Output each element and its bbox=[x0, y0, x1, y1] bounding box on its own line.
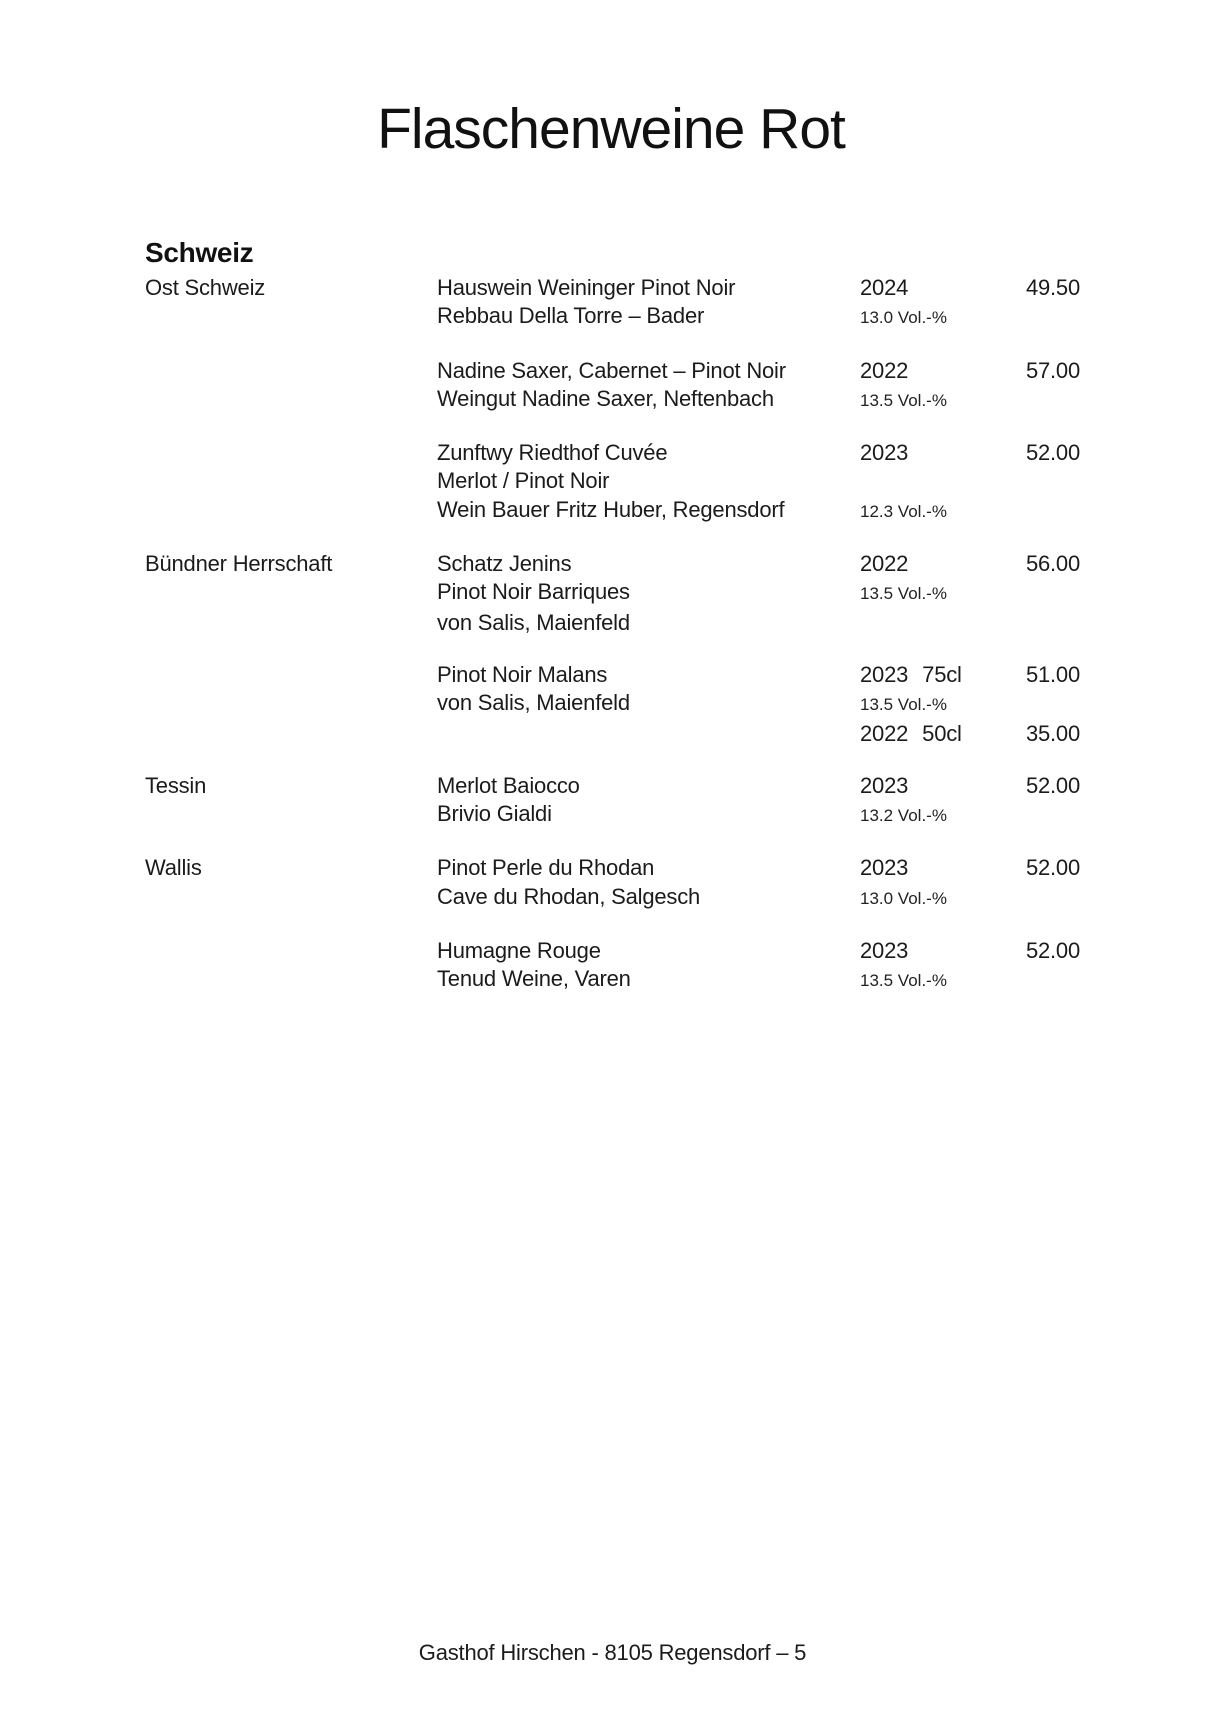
wine-vintage-cell bbox=[860, 937, 1000, 965]
wine-name: Hauswein Weininger Pinot Noir bbox=[437, 275, 736, 300]
wine-row bbox=[145, 415, 1080, 439]
wine-vintage-cell bbox=[860, 689, 1000, 719]
wine-name: Brivio Gialdi bbox=[437, 801, 552, 827]
region-label bbox=[145, 357, 437, 385]
wine-row bbox=[145, 333, 1080, 357]
wine-row bbox=[145, 772, 1080, 800]
wine-name: Zunftwy Riedthof Cuvée bbox=[437, 440, 668, 466]
wine-vintage-cell bbox=[860, 661, 1000, 689]
wine-name: Merlot / Pinot Noir bbox=[437, 468, 610, 494]
wine-row bbox=[145, 526, 1080, 550]
wine-row bbox=[145, 883, 1080, 913]
region-label bbox=[145, 439, 437, 467]
wine-vintage-cell bbox=[860, 883, 1000, 913]
wine-name: Humagne Rouge bbox=[437, 938, 601, 964]
wine-price: 56.00 bbox=[1025, 551, 1080, 577]
wine-name: von Salis, Maienfeld bbox=[437, 690, 630, 716]
wine-name: von Salis, Maienfeld bbox=[437, 609, 630, 635]
wine-vintage-cell bbox=[860, 854, 1000, 882]
wine-vintage-cell bbox=[860, 720, 1000, 748]
wine-name: Rebbau Della Torre – Bader bbox=[437, 303, 705, 329]
wine-row bbox=[145, 661, 1080, 689]
region-label bbox=[145, 965, 437, 995]
wine-price bbox=[1000, 883, 1080, 913]
wine-name: Nadine Saxer, Cabernet – Pinot Noir bbox=[437, 357, 786, 383]
region-label bbox=[145, 609, 437, 637]
wine-name: Pinot Noir Malans bbox=[437, 661, 608, 687]
wine-vintage-cell bbox=[860, 467, 1000, 495]
wine-price: 57.00 bbox=[1025, 357, 1080, 383]
wine-row bbox=[145, 274, 1080, 302]
region-label: Tessin bbox=[145, 772, 207, 798]
wine-vintage-cell bbox=[860, 302, 1000, 332]
alcohol-volume: 13.5 Vol.-% bbox=[860, 390, 947, 410]
page-footer: Gasthof Hirschen - 8105 Regensdorf – 5 bbox=[418, 1640, 807, 1665]
wine-row bbox=[145, 385, 1080, 415]
wine-vintage-cell bbox=[860, 385, 1000, 415]
bottle-size: 50cl bbox=[922, 720, 962, 746]
wine-price: 52.00 bbox=[1025, 440, 1080, 466]
wine-vintage-cell bbox=[860, 578, 1000, 608]
vintage-year: 2022 bbox=[860, 720, 909, 746]
region-label bbox=[145, 937, 437, 965]
wine-vintage-cell bbox=[860, 357, 1000, 385]
region-label bbox=[145, 689, 437, 719]
vintage-year: 2023 bbox=[860, 938, 909, 964]
page-title: Flaschenweine Rot bbox=[377, 97, 845, 161]
section-heading-schweiz: Schweiz bbox=[145, 237, 254, 268]
wine-row bbox=[145, 937, 1080, 965]
alcohol-volume: 13.5 Vol.-% bbox=[860, 584, 947, 604]
vintage-year: 2022 bbox=[860, 357, 909, 383]
wine-row bbox=[145, 637, 1080, 661]
wine-row bbox=[145, 854, 1080, 882]
wine-price: 52.00 bbox=[1025, 855, 1080, 881]
wine-row bbox=[145, 965, 1080, 995]
wine-row bbox=[145, 800, 1080, 830]
wine-row bbox=[145, 467, 1080, 495]
wine-list bbox=[145, 274, 1080, 996]
wine-row bbox=[145, 720, 1080, 748]
wine-name bbox=[437, 720, 860, 748]
region-label bbox=[145, 302, 437, 332]
wine-row bbox=[145, 357, 1080, 385]
wine-row bbox=[145, 748, 1080, 772]
wine-price bbox=[1000, 689, 1080, 719]
alcohol-volume: 13.5 Vol.-% bbox=[860, 971, 947, 991]
wine-name: Wein Bauer Fritz Huber, Regensdorf bbox=[437, 496, 785, 522]
wine-vintage-cell bbox=[860, 496, 1000, 526]
vintage-year: 2023 bbox=[860, 661, 909, 687]
wine-name: Pinot Perle du Rhodan bbox=[437, 855, 655, 881]
wine-price: 49.50 bbox=[1025, 275, 1080, 300]
wine-vintage-cell bbox=[860, 772, 1000, 800]
wine-row bbox=[145, 578, 1080, 608]
region-label bbox=[145, 883, 437, 913]
wine-price bbox=[1000, 800, 1080, 830]
region-label: Bündner Herrschaft bbox=[145, 551, 333, 577]
wine-vintage-cell bbox=[860, 800, 1000, 830]
wine-row bbox=[145, 550, 1080, 578]
wine-name: Schatz Jenins bbox=[437, 551, 572, 577]
wine-row bbox=[145, 609, 1080, 637]
wine-price bbox=[1000, 302, 1080, 332]
wine-price bbox=[1000, 385, 1080, 415]
vintage-year: 2023 bbox=[860, 772, 909, 798]
wine-price: 51.00 bbox=[1025, 661, 1080, 687]
wine-vintage-cell bbox=[860, 965, 1000, 995]
wine-price bbox=[1000, 496, 1080, 526]
wine-price: 52.00 bbox=[1025, 772, 1080, 798]
wine-row bbox=[145, 439, 1080, 467]
wine-vintage-cell bbox=[860, 274, 1000, 302]
wine-price: 52.00 bbox=[1025, 938, 1080, 964]
vintage-year: 2023 bbox=[860, 440, 909, 466]
vintage-year: 2024 bbox=[860, 275, 909, 300]
region-label bbox=[145, 661, 437, 689]
region-label bbox=[145, 467, 437, 495]
wine-name: Weingut Nadine Saxer, Neftenbach bbox=[437, 385, 774, 411]
alcohol-volume: 12.3 Vol.-% bbox=[860, 501, 947, 521]
wine-vintage-cell bbox=[860, 550, 1000, 578]
wine-row bbox=[145, 302, 1080, 332]
region-label bbox=[145, 385, 437, 415]
region-label: Ost Schweiz bbox=[145, 275, 266, 300]
wine-name: Cave du Rhodan, Salgesch bbox=[437, 883, 701, 909]
vintage-year: 2023 bbox=[860, 855, 909, 881]
wine-row bbox=[145, 913, 1080, 937]
wine-row bbox=[145, 689, 1080, 719]
region-label: Wallis bbox=[145, 855, 202, 881]
vintage-year: 2022 bbox=[860, 551, 909, 577]
wine-row bbox=[145, 496, 1080, 526]
wine-price bbox=[1000, 965, 1080, 995]
alcohol-volume: 13.0 Vol.-% bbox=[860, 308, 947, 328]
wine-name: Pinot Noir Barriques bbox=[437, 579, 630, 605]
menu-content bbox=[145, 236, 1080, 996]
alcohol-volume: 13.5 Vol.-% bbox=[860, 695, 947, 715]
wine-name: Merlot Baiocco bbox=[437, 772, 580, 798]
wine-price bbox=[1000, 467, 1080, 495]
bottle-size: 75cl bbox=[922, 661, 962, 687]
wine-vintage-cell bbox=[860, 609, 1000, 637]
region-label bbox=[145, 720, 437, 748]
wine-name: Tenud Weine, Varen bbox=[437, 966, 631, 992]
region-label bbox=[145, 578, 437, 608]
alcohol-volume: 13.2 Vol.-% bbox=[860, 806, 947, 826]
wine-price: 35.00 bbox=[1025, 720, 1080, 746]
region-label bbox=[145, 496, 437, 526]
wine-vintage-cell bbox=[860, 439, 1000, 467]
wine-row bbox=[145, 830, 1080, 854]
alcohol-volume: 13.0 Vol.-% bbox=[860, 888, 947, 908]
wine-price bbox=[1000, 578, 1080, 608]
region-label bbox=[145, 800, 437, 830]
wine-price bbox=[1000, 609, 1080, 637]
